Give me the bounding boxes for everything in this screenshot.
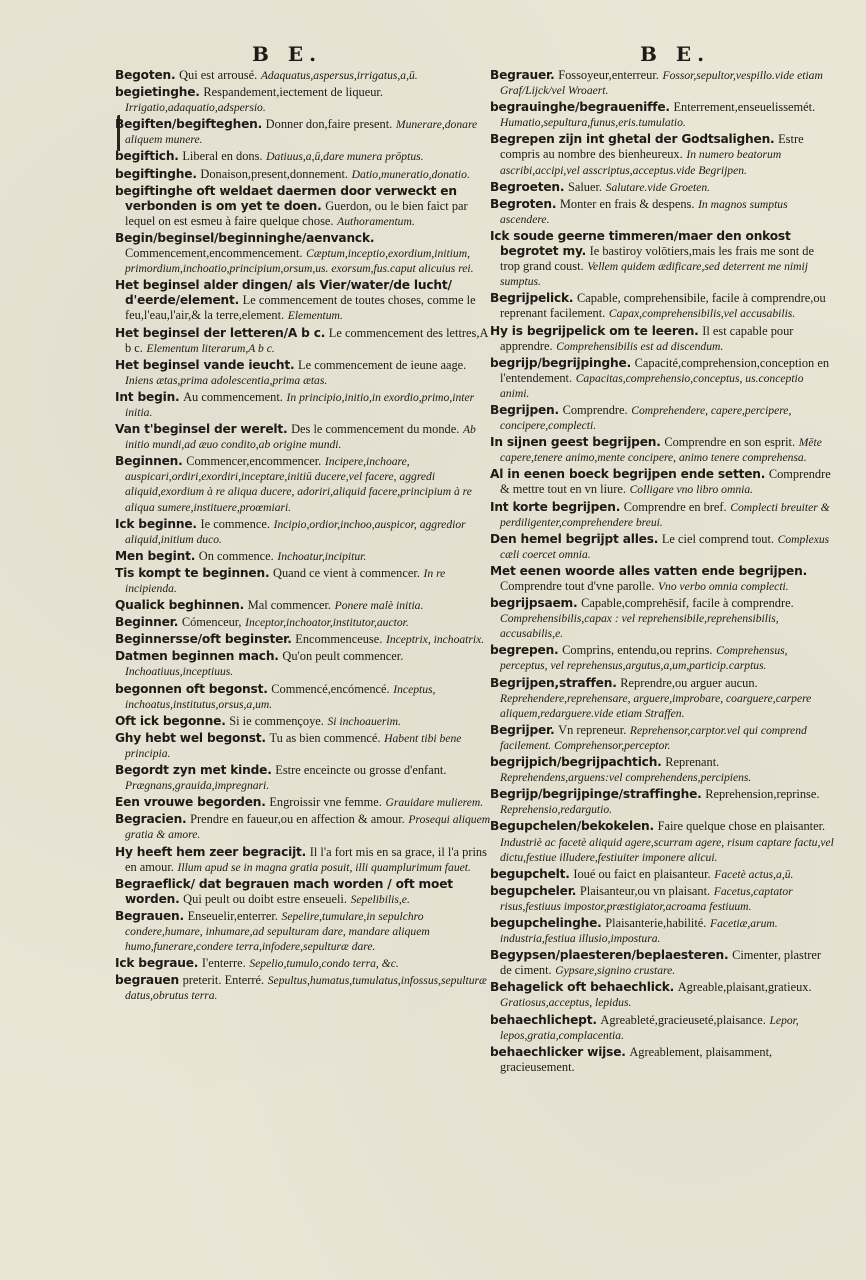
headword: Begroeten. <box>490 179 565 194</box>
latin-definition: Elementum literarum,A b c. <box>146 341 275 355</box>
dictionary-entry <box>490 948 835 978</box>
dictionary-entry <box>490 1013 835 1043</box>
headword: In sijnen geest begrijpen. <box>490 435 661 450</box>
french-definition: Le commencement des lettres,A b c. <box>125 325 488 355</box>
dictionary-entry <box>490 435 835 465</box>
headword: Tis kompt te beginnen. <box>115 565 270 580</box>
headword: Men begint. <box>115 548 196 563</box>
dictionary-entry <box>115 117 493 147</box>
dictionary-entry <box>490 916 835 946</box>
latin-definition: Gypsare,signino crustare. <box>555 964 676 978</box>
french-definition: Encommenceuse. <box>295 632 383 647</box>
headword: begiftich. <box>115 149 179 164</box>
dictionary-entry <box>490 532 835 562</box>
latin-definition: Fossor,sepultor,vespillo.vide etiam Graf/Lijck/vel Wroaert. <box>500 69 823 98</box>
french-definition: Il est capable pour apprendre. <box>500 323 794 353</box>
latin-definition: Capax,comprehensibilis,vel accusabilis. <box>608 307 796 321</box>
latin-definition: Vellem quidem ædificare,sed deterrent me nimij sumptus. <box>500 260 808 289</box>
latin-definition: Facetus,captator risus,festiuus impostor,præstigiator,acroama festiuum. <box>500 884 793 913</box>
latin-definition: Vno verbo omnia complecti. <box>657 580 789 593</box>
headword: Begupchelen/bekokelen. <box>490 819 654 834</box>
headword: Ghy hebt wel begonst. <box>115 730 266 745</box>
headword: begupcheler. <box>490 883 577 898</box>
french-definition: Commencer,encommencer. <box>186 454 322 469</box>
dictionary-entry <box>490 867 835 882</box>
headword: begietinghe. <box>115 85 200 100</box>
latin-definition: Colligare vno libro omnia. <box>629 483 754 497</box>
latin-definition: Sepelire,tumulare,in sepulchro condere,humare, inhumare,ad sepulturam dare, mandare aliquem humo,funerare,condere terra,infodere,sepulturæ dare. <box>125 909 430 954</box>
latin-definition: Reprehendens,arguens:vel comprehendens,percipiens. <box>500 771 752 785</box>
headword: Int begin. <box>115 389 180 404</box>
headword: Al in eenen boeck begrijpen ende setten. <box>490 467 766 482</box>
latin-definition: Cæptum,inceptio,exordium,initium, primordium,inchoatio,principium,orsum,us. exorsum,fus.caput alicuius rei. <box>125 247 474 276</box>
headword: Beginner. <box>115 615 179 630</box>
dictionary-entry <box>115 68 493 83</box>
headword: Begroten. <box>490 196 557 211</box>
headword: Den hemel begrijpt alles. <box>490 531 659 546</box>
latin-definition: Si inchoauerim. <box>327 714 401 728</box>
latin-definition: Comprehensibilis,capax : vel reprehensibile,reprehensibilis, accusabilis,e. <box>500 612 779 641</box>
french-definition: Commencé,encómencé. <box>271 681 390 696</box>
dictionary-entry <box>115 812 493 842</box>
dictionary-entry <box>115 795 493 810</box>
latin-definition: Mēte capere,tenere animo,mente concipere, animo tenere comprehensa. <box>500 436 822 465</box>
french-definition: Reprenant. <box>665 755 720 770</box>
dictionary-entry <box>490 676 835 721</box>
french-definition: Ioué ou faict en plaisanteur. <box>573 866 711 881</box>
latin-definition: Inceptor,inchoator,institutor,auctor. <box>245 616 409 630</box>
latin-definition: Ponere malè initia. <box>334 599 424 613</box>
latin-definition: Inceptus, inchoatus,institutus,orsus,a,um. <box>125 682 436 711</box>
latin-definition: Reprehensor,carptor.vel qui comprend facilement. Comprehensor,perceptor. <box>500 723 807 752</box>
headword: Het beginsel alder dingen/ als Vier/water/de lucht/ d'eerde/element. <box>115 278 452 308</box>
headword: Een vrouwe begorden. <box>115 795 266 810</box>
dictionary-entry <box>115 231 493 276</box>
dictionary-entry <box>490 180 835 195</box>
french-definition: Plaisanteur,ou vn plaisant. <box>579 883 711 898</box>
headword: Begypsen/plaesteren/beplaesteren. <box>490 948 729 963</box>
dictionary-entry <box>115 845 493 875</box>
french-definition: Comprendre. <box>562 402 628 417</box>
dictionary-entry <box>115 454 493 514</box>
latin-definition: In numero beatorum ascribi,accipi,vel asscriptus,acceptus.vide Begrijpen. <box>500 148 782 177</box>
headword: begiftinghe oft weldaet daermen door verweckt en verbonden is om yet te doen. <box>115 183 457 213</box>
french-definition: Engroissir vne femme. <box>269 795 382 810</box>
french-definition: Guerdon, ou le bien faict par lequel on est esmeu à faire quelque chose. <box>125 198 468 228</box>
dictionary-entry <box>115 85 493 115</box>
headword: Begin/beginsel/beginninghe/aenvanck. <box>115 230 375 245</box>
headword: Begrijp/begrijpinge/straffinghe. <box>490 787 702 802</box>
dictionary-entry <box>490 1045 835 1075</box>
headword: Qualick beghinnen. <box>115 598 245 613</box>
latin-definition: Comprehensibilis est ad discendum. <box>556 339 724 353</box>
dictionary-entry <box>490 884 835 914</box>
headword: Ick soude geerne timmeren/maer den onkost begrotet my. <box>490 228 791 259</box>
french-definition: Saluer. <box>567 179 603 194</box>
latin-definition: Sepelibilis,e. <box>350 892 410 906</box>
french-definition: Cómenceur, <box>181 615 242 630</box>
headword: Beginnersse/oft beginster. <box>115 632 292 647</box>
headword: Met eenen woorde alles vatten ende begrijpen. <box>490 563 808 578</box>
french-definition: Comprendre en bref. <box>623 499 727 514</box>
dictionary-entry <box>490 467 835 497</box>
headword: Datmen beginnen mach. <box>115 649 279 664</box>
french-definition: Quand ce vient à commencer. <box>273 565 420 580</box>
latin-definition: Comprehendere, capere,percipere, concipere,complecti. <box>500 403 792 433</box>
dictionary-entry <box>115 326 493 356</box>
dictionary-entry <box>115 517 493 547</box>
dictionary-entry <box>490 291 835 321</box>
latin-definition: In magnos sumptus ascendere. <box>500 197 788 226</box>
latin-definition: Grauidare mulierem. <box>385 796 484 810</box>
french-definition: Capable, comprehensibile, facile à comprendre,ou reprenant facilement. <box>500 291 826 321</box>
latin-definition: In re incipienda. <box>125 566 446 595</box>
french-definition: Reprehension,reprinse. <box>705 787 820 802</box>
headword: Behagelick oft behaechlick. <box>490 980 675 995</box>
french-definition: Au commencement. <box>183 389 283 404</box>
latin-definition: Complecti breuiter & perdiligenter,comprehendere breui. <box>500 500 830 529</box>
french-definition: Qui peult ou doibt estre enseueli. <box>183 891 347 906</box>
french-definition: Donner don,faire present. <box>265 117 393 132</box>
headword: begrijpich/begrijpachtich. <box>490 755 662 770</box>
french-definition: Donaison,present,donnement. <box>200 166 349 181</box>
headword: Begraeflick/ dat begrauen mach worden / oft moet worden. <box>115 876 453 906</box>
dictionary-entry <box>490 229 835 289</box>
french-definition: Qui est arrousé. <box>179 68 258 82</box>
headword: Het beginsel vande ieucht. <box>115 357 295 372</box>
headword: Begiften/begifteghen. <box>115 117 263 132</box>
french-definition: Des le commencement du monde. <box>291 422 460 437</box>
french-definition: Comprendre en son esprit. <box>664 435 796 450</box>
latin-definition: Munerare,donare aliquem munere. <box>125 118 478 147</box>
latin-definition: Facetiæ,arum. industria,festiua illusio,impostura. <box>500 916 778 946</box>
headword: begiftinghe. <box>115 166 197 181</box>
french-definition: preterit. Enterré. <box>182 973 265 988</box>
french-definition: Agreableté,gracieuseté,plaisance. <box>600 1012 766 1027</box>
headword: begonnen oft begonst. <box>115 681 268 696</box>
latin-definition: Irrigatio,adaquatio,adspersio. <box>125 101 266 115</box>
latin-definition: Authoramentum. <box>337 214 415 228</box>
page-header-left: B E. <box>252 42 323 66</box>
french-definition: Plaisanterie,habilité. <box>605 915 707 930</box>
dictionary-entry <box>490 132 835 177</box>
dictionary-entry <box>490 980 835 1010</box>
latin-definition: Prægnans,grauida,impregnari. <box>125 779 270 793</box>
latin-definition: Reprehendere,reprehensare, arguere,improbare, coarguere,carpere aliquem,redarguere.vide etiam Straffen. <box>500 691 812 720</box>
french-definition: Reprendre,ou arguer aucun. <box>620 675 758 690</box>
headword: Int korte begrijpen. <box>490 499 621 514</box>
french-definition: Monter en frais & despens. <box>559 196 695 211</box>
latin-definition: Incipio,ordior,inchoo,auspicor, aggredior aliquid,initium duco. <box>125 517 466 546</box>
latin-definition: Inceptrix, inchoatrix. <box>385 633 485 647</box>
latin-definition: Prosequi aliquem gratia & amore. <box>125 813 491 842</box>
dictionary-entry <box>115 909 493 954</box>
french-definition: Faire quelque chose en plaisanter. <box>657 819 826 834</box>
dictionary-entry <box>115 632 493 647</box>
dictionary-entry <box>115 278 493 323</box>
dictionary-entry <box>490 356 835 401</box>
headword: Begrijpen. <box>490 402 559 417</box>
french-definition: Agreablement, plaisamment, gracieusement. <box>500 1044 773 1074</box>
french-definition: Le commencement de ieune aage. <box>298 357 467 372</box>
dictionary-entry <box>490 723 835 753</box>
headword: Begrijpelick. <box>490 291 574 306</box>
latin-definition: Sepelio,tumulo,condo terra, &c. <box>249 957 399 971</box>
french-definition: Il l'a fort mis en sa grace, il l'a prins en amour. <box>125 844 487 874</box>
headword: Begrauen. <box>115 908 184 923</box>
dictionary-entry <box>115 877 493 907</box>
dictionary-entry <box>115 682 493 712</box>
headword: begupchelt. <box>490 866 570 881</box>
french-definition: Le commencement de toutes choses, comme le feu,l'eau,l'air,& la terre,element. <box>125 293 476 323</box>
latin-definition: Adaquatus,aspersus,irrigatus,a,ū. <box>260 69 418 82</box>
dictionary-entry <box>490 755 835 785</box>
latin-definition: Reprehensio,redargutio. <box>500 803 613 817</box>
dictionary-entry <box>490 564 835 594</box>
french-definition: On commence. <box>198 548 274 563</box>
french-definition: Cimenter, plastrer de ciment. <box>500 948 822 978</box>
dictionary-entry <box>115 566 493 596</box>
dictionary-entry <box>115 422 493 452</box>
french-definition: Ie commence. <box>200 516 270 531</box>
dictionary-entry <box>115 184 493 229</box>
french-definition: Liberal en dons. <box>182 149 263 164</box>
headword: Hy heeft hem zeer begracijt. <box>115 844 307 859</box>
french-definition: Comprins, entendu,ou reprins. <box>562 643 713 658</box>
dictionary-entry <box>490 68 835 98</box>
dictionary-entry <box>115 167 493 182</box>
dictionary-entry <box>115 615 493 630</box>
headword: Begrauer. <box>490 68 555 82</box>
headword: behaechlicker wijse. <box>490 1044 626 1059</box>
headword: begupchelinghe. <box>490 915 602 930</box>
latin-definition: Iniens ætas,prima adolescentia,prima ætas. <box>125 373 328 387</box>
french-definition: Comprendre & mettre tout en vn liure. <box>500 467 831 497</box>
dictionary-entry <box>115 390 493 420</box>
dictionary-entry <box>115 973 493 1003</box>
dictionary-entry <box>490 787 835 817</box>
dictionary-entry <box>490 596 835 641</box>
latin-definition: Sepultus,humatus,tumulatus,infossus,sepulturæ datus,obrutus terra. <box>125 974 487 1003</box>
latin-definition: Complexus cæli coercet omnia. <box>500 532 830 561</box>
headword: behaechlichept. <box>490 1012 597 1027</box>
dictionary-entry <box>115 598 493 613</box>
french-definition: Enseuelir,enterrer. <box>187 908 278 923</box>
headword: Begrijper. <box>490 722 555 737</box>
french-definition: Ie bastiroy volōtiers,mais les frais me sont de trop grand coust. <box>500 244 814 274</box>
headword: Begordt zyn met kinde. <box>115 763 272 778</box>
latin-definition: Datio,muneratio,donatio. <box>351 167 470 181</box>
latin-definition: Comprehensus, perceptus, vel reprehensus,argutus,a,um,particip.carptus. <box>500 644 788 673</box>
headword: begrijpsaem. <box>490 596 578 611</box>
latin-definition: Incipere,inchoare, auspicari,ordiri,exordiri,inceptare,initiū ducere,vel facere, aggredi aliquid,exordium à re aliqua ducere, adoriri,aliquid facere,principium à re aliqua sumere,instituere,proœmiari. <box>125 455 472 514</box>
headword: Ick beginne. <box>115 516 197 531</box>
page-header-right: B E. <box>640 42 711 66</box>
headword: Begrijpen,straffen. <box>490 675 617 690</box>
dictionary-entry <box>490 324 835 354</box>
latin-definition: Inchoatiuus,inceptiuus. <box>125 665 234 679</box>
latin-definition: Datiuus,a,ū,dare munera prōptus. <box>266 150 424 164</box>
latin-definition: Facetè actus,a,ū. <box>714 867 794 881</box>
headword: Ick begraue. <box>115 956 199 971</box>
headword: Begrepen zijn int ghetal der Godtsalighen. <box>490 132 775 147</box>
headword: Hy is begrijpelick om te leeren. <box>490 323 699 338</box>
latin-definition: Illum apud se in magna gratia posuit, illi quamplurimum fauet. <box>177 860 471 874</box>
left-column <box>115 68 493 1005</box>
french-definition: I'enterre. <box>201 956 246 971</box>
dictionary-entry <box>115 649 493 679</box>
latin-definition: Ab initio mundi,ad æuo condito,ab origine mundi. <box>125 423 476 452</box>
dictionary-entry <box>490 819 835 864</box>
right-column <box>490 68 835 1077</box>
latin-definition: Lepor, lepos,gratia,complacentia. <box>500 1013 799 1042</box>
headword: begrepen. <box>490 643 559 658</box>
french-definition: Tu as bien commencé. <box>269 730 381 745</box>
latin-definition: Habent tibi bene principia. <box>125 731 462 760</box>
dictionary-entry <box>490 500 835 530</box>
french-definition: Capacité,comprehension,conception en l'entendement. <box>500 355 830 385</box>
dictionary-entry <box>490 643 835 673</box>
french-definition: Mal commencer. <box>247 598 331 613</box>
french-definition: Agreable,plaisant,gratieux. <box>677 980 812 995</box>
dictionary-entry <box>490 403 835 433</box>
latin-definition: Industriè ac facetè aliquid agere,scurram agere, risum captare factu,vel dictu,festiue illudere,festiuiter imponere alicui. <box>500 835 834 864</box>
dictionary-entry <box>490 197 835 227</box>
french-definition: Fossoyeur,enterreur. <box>558 68 659 82</box>
headword: begrijp/begrijpinghe. <box>490 355 632 370</box>
headword: Het beginsel der letteren/A b c. <box>115 325 326 340</box>
french-definition: Capable,comprehēsif, facile à comprendre. <box>581 596 794 611</box>
dictionary-entry <box>115 549 493 564</box>
french-definition: Comprendre tout d'vne parolle. <box>500 579 655 593</box>
dictionary-entry <box>490 100 835 130</box>
dictionary-entry <box>115 358 493 388</box>
french-definition: Estre enceincte ou grosse d'enfant. <box>275 763 447 778</box>
headword: Begoten. <box>115 68 176 82</box>
headword: begrauen <box>115 973 179 988</box>
headword: Van t'beginsel der werelt. <box>115 422 288 437</box>
latin-definition: Inchoatur,incipitur. <box>277 549 367 563</box>
french-definition: Enterrement,enseuelissemét. <box>673 100 816 115</box>
latin-definition: Salutare.vide Groeten. <box>605 180 711 194</box>
dictionary-entry <box>115 956 493 971</box>
french-definition: Qu'on peult commencer. <box>282 649 404 664</box>
headword: Oft ick begonne. <box>115 713 226 728</box>
dictionary-entry <box>115 149 493 164</box>
latin-definition: Elementum. <box>287 309 343 323</box>
french-definition: Respandement,iectement de liqueur. <box>203 85 383 100</box>
headword: Begracien. <box>115 812 187 827</box>
headword: Beginnen. <box>115 454 183 469</box>
dictionary-entry <box>115 731 493 761</box>
french-definition: Prendre en faueur,ou en affection & amour. <box>190 812 405 827</box>
latin-definition: In principio,initio,in exordio,primo,inter initia. <box>125 390 475 419</box>
french-definition: Si ie commençoye. <box>229 713 324 728</box>
french-definition: Le ciel comprend tout. <box>661 531 775 546</box>
latin-definition: Capacitas,comprehensio,conceptus, us.conceptio animi. <box>500 371 804 400</box>
dictionary-entry <box>115 714 493 729</box>
french-definition: Estre compris au nombre des bienheureux. <box>500 132 804 162</box>
headword: begrauinghe/begraueniffe. <box>490 100 670 115</box>
dictionary-entry <box>115 763 493 793</box>
latin-definition: Gratiosus,acceptus, lepidus. <box>500 996 632 1010</box>
french-definition: Vn repreneur. <box>558 722 627 737</box>
french-definition: Commencement,encommencement. <box>125 246 303 261</box>
latin-definition: Humatio,sepultura,funus,eris.tumulatio. <box>500 116 686 130</box>
